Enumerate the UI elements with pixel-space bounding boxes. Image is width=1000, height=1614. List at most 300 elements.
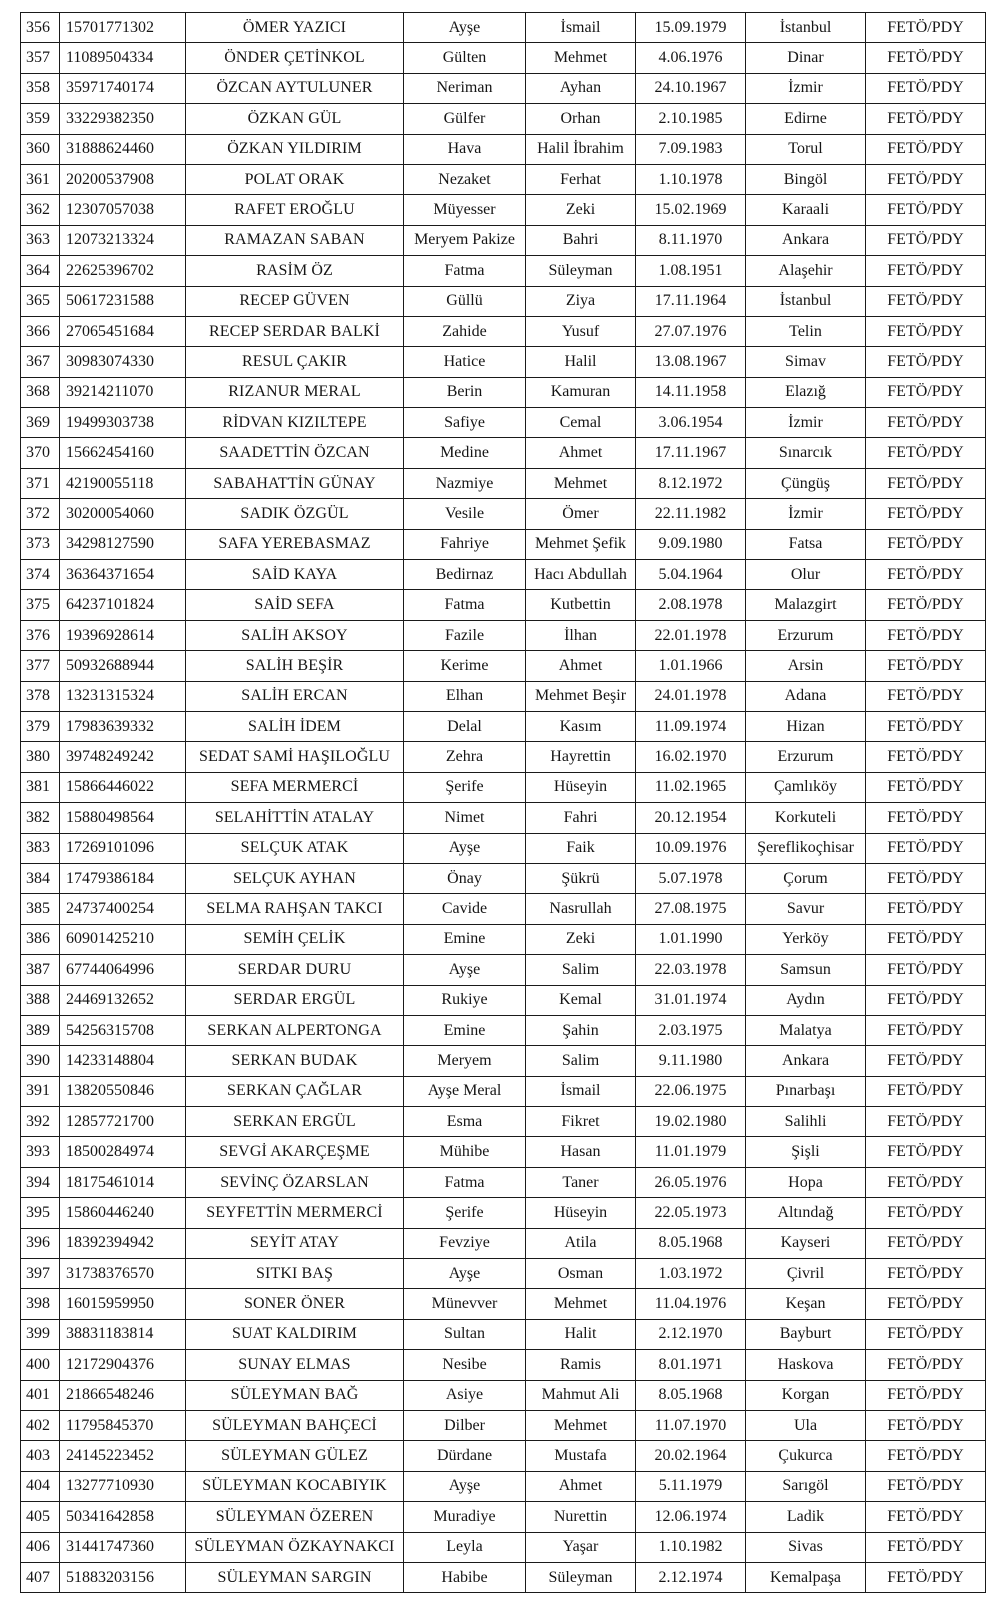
birth-place-cell: Haskova — [746, 1350, 866, 1380]
full-name-cell: SALİH BEŞİR — [186, 651, 404, 681]
category-cell: FETÖ/PDY — [866, 772, 986, 802]
birth-date-cell: 11.01.1979 — [636, 1137, 746, 1167]
father-name-cell: Fikret — [526, 1107, 636, 1137]
mother-name-cell: Nezaket — [404, 164, 526, 194]
row-number-cell: 360 — [21, 134, 60, 164]
row-number-cell: 397 — [21, 1259, 60, 1289]
birth-date-cell: 2.08.1978 — [636, 590, 746, 620]
table-row — [21, 681, 986, 711]
category-cell: FETÖ/PDY — [866, 1380, 986, 1410]
category-cell: FETÖ/PDY — [866, 742, 986, 772]
birth-place-cell: Fatsa — [746, 529, 866, 559]
birth-place-cell: İzmir — [746, 73, 866, 103]
birth-place-cell: Şereflikoçhisar — [746, 833, 866, 863]
category-cell: FETÖ/PDY — [866, 134, 986, 164]
table-row — [21, 1289, 986, 1319]
category-cell: FETÖ/PDY — [866, 863, 986, 893]
father-name-cell: Mehmet — [526, 1410, 636, 1440]
row-number-cell: 384 — [21, 863, 60, 893]
category-cell: FETÖ/PDY — [866, 286, 986, 316]
father-name-cell: Kemal — [526, 985, 636, 1015]
row-number-cell: 406 — [21, 1532, 60, 1562]
birth-place-cell: İzmir — [746, 408, 866, 438]
table-row — [21, 651, 986, 681]
father-name-cell: Bahri — [526, 225, 636, 255]
mother-name-cell: Fatma — [404, 256, 526, 286]
id-number-cell: 39214211070 — [60, 377, 186, 407]
full-name-cell: SERDAR DURU — [186, 955, 404, 985]
category-cell: FETÖ/PDY — [866, 499, 986, 529]
father-name-cell: Kamuran — [526, 377, 636, 407]
full-name-cell: SAFA YEREBASMAZ — [186, 529, 404, 559]
row-number-cell: 367 — [21, 347, 60, 377]
table-row — [21, 1532, 986, 1562]
birth-place-cell: Korkuteli — [746, 803, 866, 833]
id-number-cell: 13277710930 — [60, 1471, 186, 1501]
row-number-cell: 382 — [21, 803, 60, 833]
father-name-cell: Ahmet — [526, 651, 636, 681]
row-number-cell: 399 — [21, 1319, 60, 1349]
mother-name-cell: Ayşe — [404, 1471, 526, 1501]
id-number-cell: 12307057038 — [60, 195, 186, 225]
id-number-cell: 50617231588 — [60, 286, 186, 316]
table-row — [21, 620, 986, 650]
row-number-cell: 398 — [21, 1289, 60, 1319]
birth-place-cell: İstanbul — [746, 286, 866, 316]
id-number-cell: 18392394942 — [60, 1228, 186, 1258]
mother-name-cell: Ayşe — [404, 955, 526, 985]
birth-date-cell: 22.01.1978 — [636, 620, 746, 650]
father-name-cell: Yusuf — [526, 316, 636, 346]
birth-place-cell: Sarıgöl — [746, 1471, 866, 1501]
category-cell: FETÖ/PDY — [866, 1350, 986, 1380]
birth-place-cell: Keşan — [746, 1289, 866, 1319]
id-number-cell: 24145223452 — [60, 1441, 186, 1471]
father-name-cell: Orhan — [526, 104, 636, 134]
full-name-cell: SERKAN ÇAĞLAR — [186, 1076, 404, 1106]
category-cell: FETÖ/PDY — [866, 1198, 986, 1228]
row-number-cell: 378 — [21, 681, 60, 711]
birth-date-cell: 7.09.1983 — [636, 134, 746, 164]
birth-place-cell: Dinar — [746, 43, 866, 73]
row-number-cell: 386 — [21, 924, 60, 954]
id-number-cell: 18500284974 — [60, 1137, 186, 1167]
birth-place-cell: Çamlıköy — [746, 772, 866, 802]
row-number-cell: 388 — [21, 985, 60, 1015]
birth-date-cell: 8.01.1971 — [636, 1350, 746, 1380]
category-cell: FETÖ/PDY — [866, 164, 986, 194]
full-name-cell: RAFET EROĞLU — [186, 195, 404, 225]
birth-place-cell: Çüngüş — [746, 468, 866, 498]
birth-date-cell: 16.02.1970 — [636, 742, 746, 772]
birth-date-cell: 27.07.1976 — [636, 316, 746, 346]
birth-place-cell: Sivas — [746, 1532, 866, 1562]
full-name-cell: SÜLEYMAN SARGIN — [186, 1562, 404, 1592]
mother-name-cell: Sultan — [404, 1319, 526, 1349]
birth-place-cell: Torul — [746, 134, 866, 164]
father-name-cell: Süleyman — [526, 1562, 636, 1592]
birth-date-cell: 15.09.1979 — [636, 13, 746, 43]
category-cell: FETÖ/PDY — [866, 1319, 986, 1349]
mother-name-cell: Gülten — [404, 43, 526, 73]
full-name-cell: ÖMER YAZICI — [186, 13, 404, 43]
category-cell: FETÖ/PDY — [866, 1137, 986, 1167]
birth-place-cell: Simav — [746, 347, 866, 377]
birth-date-cell: 2.12.1970 — [636, 1319, 746, 1349]
full-name-cell: SÜLEYMAN ÖZEREN — [186, 1502, 404, 1532]
category-cell: FETÖ/PDY — [866, 1562, 986, 1592]
category-cell: FETÖ/PDY — [866, 377, 986, 407]
table-row — [21, 1107, 986, 1137]
table-row — [21, 590, 986, 620]
row-number-cell: 376 — [21, 620, 60, 650]
birth-date-cell: 8.05.1968 — [636, 1380, 746, 1410]
mother-name-cell: Önay — [404, 863, 526, 893]
table-row — [21, 1015, 986, 1045]
row-number-cell: 369 — [21, 408, 60, 438]
row-number-cell: 357 — [21, 43, 60, 73]
table-row — [21, 73, 986, 103]
mother-name-cell: Ayşe — [404, 1259, 526, 1289]
table-body — [21, 13, 986, 1593]
id-number-cell: 17269101096 — [60, 833, 186, 863]
category-cell: FETÖ/PDY — [866, 620, 986, 650]
birth-date-cell: 11.07.1970 — [636, 1410, 746, 1440]
birth-place-cell: Malazgirt — [746, 590, 866, 620]
table-row — [21, 13, 986, 43]
id-number-cell: 18175461014 — [60, 1167, 186, 1197]
id-number-cell: 17479386184 — [60, 863, 186, 893]
category-cell: FETÖ/PDY — [866, 225, 986, 255]
id-number-cell: 11089504334 — [60, 43, 186, 73]
row-number-cell: 363 — [21, 225, 60, 255]
row-number-cell: 401 — [21, 1380, 60, 1410]
table-row — [21, 1137, 986, 1167]
row-number-cell: 375 — [21, 590, 60, 620]
table-row — [21, 408, 986, 438]
birth-place-cell: Çorum — [746, 863, 866, 893]
id-number-cell: 11795845370 — [60, 1410, 186, 1440]
full-name-cell: SALİH ERCAN — [186, 681, 404, 711]
birth-place-cell: Hizan — [746, 711, 866, 741]
table-row — [21, 104, 986, 134]
birth-date-cell: 2.12.1974 — [636, 1562, 746, 1592]
birth-place-cell: Ladik — [746, 1502, 866, 1532]
mother-name-cell: Vesile — [404, 499, 526, 529]
birth-date-cell: 22.06.1975 — [636, 1076, 746, 1106]
table-row — [21, 1167, 986, 1197]
birth-place-cell: Arsin — [746, 651, 866, 681]
father-name-cell: Nasrullah — [526, 894, 636, 924]
birth-place-cell: Ankara — [746, 1046, 866, 1076]
father-name-cell: Mehmet Beşir — [526, 681, 636, 711]
father-name-cell: Kutbettin — [526, 590, 636, 620]
full-name-cell: SALİH İDEM — [186, 711, 404, 741]
birth-date-cell: 19.02.1980 — [636, 1107, 746, 1137]
birth-place-cell: Ankara — [746, 225, 866, 255]
birth-date-cell: 5.11.1979 — [636, 1471, 746, 1501]
birth-date-cell: 31.01.1974 — [636, 985, 746, 1015]
category-cell: FETÖ/PDY — [866, 73, 986, 103]
id-number-cell: 51883203156 — [60, 1562, 186, 1592]
full-name-cell: SERKAN ALPERTONGA — [186, 1015, 404, 1045]
father-name-cell: Faik — [526, 833, 636, 863]
id-number-cell: 24737400254 — [60, 894, 186, 924]
table-row — [21, 1471, 986, 1501]
table-row — [21, 225, 986, 255]
father-name-cell: Mehmet — [526, 43, 636, 73]
id-number-cell: 31738376570 — [60, 1259, 186, 1289]
id-number-cell: 12073213324 — [60, 225, 186, 255]
father-name-cell: Ahmet — [526, 438, 636, 468]
id-number-cell: 38831183814 — [60, 1319, 186, 1349]
full-name-cell: SERKAN ERGÜL — [186, 1107, 404, 1137]
id-number-cell: 54256315708 — [60, 1015, 186, 1045]
id-number-cell: 50932688944 — [60, 651, 186, 681]
father-name-cell: Osman — [526, 1259, 636, 1289]
row-number-cell: 371 — [21, 468, 60, 498]
table-row — [21, 985, 986, 1015]
birth-place-cell: İzmir — [746, 499, 866, 529]
category-cell: FETÖ/PDY — [866, 985, 986, 1015]
full-name-cell: RASİM ÖZ — [186, 256, 404, 286]
table-row — [21, 1380, 986, 1410]
full-name-cell: SADIK ÖZGÜL — [186, 499, 404, 529]
id-number-cell: 12857721700 — [60, 1107, 186, 1137]
id-number-cell: 12172904376 — [60, 1350, 186, 1380]
table-row — [21, 742, 986, 772]
mother-name-cell: Nesibe — [404, 1350, 526, 1380]
father-name-cell: Yaşar — [526, 1532, 636, 1562]
mother-name-cell: Ayşe — [404, 13, 526, 43]
row-number-cell: 380 — [21, 742, 60, 772]
birth-date-cell: 5.04.1964 — [636, 560, 746, 590]
birth-date-cell: 27.08.1975 — [636, 894, 746, 924]
father-name-cell: İsmail — [526, 1076, 636, 1106]
category-cell: FETÖ/PDY — [866, 1046, 986, 1076]
mother-name-cell: Asiye — [404, 1380, 526, 1410]
mother-name-cell: Emine — [404, 924, 526, 954]
table-row — [21, 316, 986, 346]
mother-name-cell: Kerime — [404, 651, 526, 681]
table-row — [21, 164, 986, 194]
father-name-cell: Ayhan — [526, 73, 636, 103]
full-name-cell: RESUL ÇAKIR — [186, 347, 404, 377]
mother-name-cell: Fahriye — [404, 529, 526, 559]
birth-date-cell: 15.02.1969 — [636, 195, 746, 225]
mother-name-cell: Cavide — [404, 894, 526, 924]
row-number-cell: 362 — [21, 195, 60, 225]
birth-place-cell: Elazığ — [746, 377, 866, 407]
mother-name-cell: Zehra — [404, 742, 526, 772]
row-number-cell: 366 — [21, 316, 60, 346]
table-row — [21, 803, 986, 833]
id-number-cell: 15860446240 — [60, 1198, 186, 1228]
category-cell: FETÖ/PDY — [866, 347, 986, 377]
table-row — [21, 894, 986, 924]
father-name-cell: Şahin — [526, 1015, 636, 1045]
table-row — [21, 1562, 986, 1592]
id-number-cell: 27065451684 — [60, 316, 186, 346]
full-name-cell: SÜLEYMAN BAHÇECİ — [186, 1410, 404, 1440]
birth-place-cell: Sınarcık — [746, 438, 866, 468]
mother-name-cell: Münevver — [404, 1289, 526, 1319]
birth-place-cell: Bingöl — [746, 164, 866, 194]
id-number-cell: 19396928614 — [60, 620, 186, 650]
category-cell: FETÖ/PDY — [866, 681, 986, 711]
id-number-cell: 30983074330 — [60, 347, 186, 377]
table-row — [21, 1502, 986, 1532]
birth-place-cell: Şişli — [746, 1137, 866, 1167]
table-row — [21, 195, 986, 225]
father-name-cell: Mehmet — [526, 1289, 636, 1319]
row-number-cell: 394 — [21, 1167, 60, 1197]
father-name-cell: Zeki — [526, 195, 636, 225]
mother-name-cell: Neriman — [404, 73, 526, 103]
id-number-cell: 50341642858 — [60, 1502, 186, 1532]
father-name-cell: Mahmut Ali — [526, 1380, 636, 1410]
father-name-cell: Halit — [526, 1319, 636, 1349]
mother-name-cell: Hatice — [404, 347, 526, 377]
full-name-cell: SEFA MERMERCİ — [186, 772, 404, 802]
mother-name-cell: Ayşe Meral — [404, 1076, 526, 1106]
table-row — [21, 1259, 986, 1289]
mother-name-cell: Şerife — [404, 1198, 526, 1228]
row-number-cell: 383 — [21, 833, 60, 863]
mother-name-cell: Ayşe — [404, 833, 526, 863]
table-row — [21, 468, 986, 498]
birth-date-cell: 9.11.1980 — [636, 1046, 746, 1076]
category-cell: FETÖ/PDY — [866, 1532, 986, 1562]
mother-name-cell: Safiye — [404, 408, 526, 438]
row-number-cell: 379 — [21, 711, 60, 741]
full-name-cell: RIZANUR MERAL — [186, 377, 404, 407]
category-cell: FETÖ/PDY — [866, 13, 986, 43]
father-name-cell: Mustafa — [526, 1441, 636, 1471]
row-number-cell: 381 — [21, 772, 60, 802]
birth-place-cell: Yerköy — [746, 924, 866, 954]
mother-name-cell: Mühibe — [404, 1137, 526, 1167]
row-number-cell: 391 — [21, 1076, 60, 1106]
mother-name-cell: Muradiye — [404, 1502, 526, 1532]
full-name-cell: SAİD SEFA — [186, 590, 404, 620]
birth-place-cell: Çukurca — [746, 1441, 866, 1471]
father-name-cell: Hayrettin — [526, 742, 636, 772]
father-name-cell: Ömer — [526, 499, 636, 529]
id-number-cell: 64237101824 — [60, 590, 186, 620]
table-row — [21, 924, 986, 954]
mother-name-cell: Delal — [404, 711, 526, 741]
category-cell: FETÖ/PDY — [866, 955, 986, 985]
table-row — [21, 772, 986, 802]
id-number-cell: 24469132652 — [60, 985, 186, 1015]
mother-name-cell: Nazmiye — [404, 468, 526, 498]
row-number-cell: 368 — [21, 377, 60, 407]
id-number-cell: 31441747360 — [60, 1532, 186, 1562]
birth-place-cell: Erzurum — [746, 620, 866, 650]
table-row — [21, 1441, 986, 1471]
full-name-cell: SÜLEYMAN KOCABIYIK — [186, 1471, 404, 1501]
category-cell: FETÖ/PDY — [866, 1228, 986, 1258]
id-number-cell: 34298127590 — [60, 529, 186, 559]
table-row — [21, 256, 986, 286]
row-number-cell: 374 — [21, 560, 60, 590]
id-number-cell: 42190055118 — [60, 468, 186, 498]
table-row — [21, 347, 986, 377]
row-number-cell: 358 — [21, 73, 60, 103]
table-row — [21, 833, 986, 863]
id-number-cell: 35971740174 — [60, 73, 186, 103]
row-number-cell: 390 — [21, 1046, 60, 1076]
id-number-cell: 31888624460 — [60, 134, 186, 164]
full-name-cell: SAİD KAYA — [186, 560, 404, 590]
full-name-cell: SÜLEYMAN GÜLEZ — [186, 1441, 404, 1471]
full-name-cell: SELAHİTTİN ATALAY — [186, 803, 404, 833]
table-row — [21, 863, 986, 893]
row-number-cell: 356 — [21, 13, 60, 43]
table-row — [21, 286, 986, 316]
birth-place-cell: Altındağ — [746, 1198, 866, 1228]
table-row — [21, 377, 986, 407]
id-number-cell: 60901425210 — [60, 924, 186, 954]
category-cell: FETÖ/PDY — [866, 468, 986, 498]
table-row — [21, 43, 986, 73]
mother-name-cell: Bedirnaz — [404, 560, 526, 590]
row-number-cell: 393 — [21, 1137, 60, 1167]
row-number-cell: 359 — [21, 104, 60, 134]
birth-date-cell: 5.07.1978 — [636, 863, 746, 893]
mother-name-cell: Fevziye — [404, 1228, 526, 1258]
category-cell: FETÖ/PDY — [866, 408, 986, 438]
category-cell: FETÖ/PDY — [866, 833, 986, 863]
category-cell: FETÖ/PDY — [866, 711, 986, 741]
birth-date-cell: 20.02.1964 — [636, 1441, 746, 1471]
table-row — [21, 1410, 986, 1440]
mother-name-cell: Gülfer — [404, 104, 526, 134]
category-cell: FETÖ/PDY — [866, 43, 986, 73]
table-row — [21, 1350, 986, 1380]
birth-place-cell: Malatya — [746, 1015, 866, 1045]
full-name-cell: ÖZKAN GÜL — [186, 104, 404, 134]
row-number-cell: 372 — [21, 499, 60, 529]
birth-place-cell: Alaşehir — [746, 256, 866, 286]
birth-place-cell: Ula — [746, 1410, 866, 1440]
full-name-cell: SELÇUK ATAK — [186, 833, 404, 863]
row-number-cell: 365 — [21, 286, 60, 316]
category-cell: FETÖ/PDY — [866, 894, 986, 924]
category-cell: FETÖ/PDY — [866, 1015, 986, 1045]
birth-date-cell: 1.01.1966 — [636, 651, 746, 681]
birth-place-cell: Kayseri — [746, 1228, 866, 1258]
full-name-cell: SÜLEYMAN BAĞ — [186, 1380, 404, 1410]
full-name-cell: ÖZKAN YILDIRIM — [186, 134, 404, 164]
full-name-cell: SERDAR ERGÜL — [186, 985, 404, 1015]
mother-name-cell: Habibe — [404, 1562, 526, 1592]
mother-name-cell: Müyesser — [404, 195, 526, 225]
mother-name-cell: Hava — [404, 134, 526, 164]
father-name-cell: Hacı Abdullah — [526, 560, 636, 590]
row-number-cell: 400 — [21, 1350, 60, 1380]
mother-name-cell: Esma — [404, 1107, 526, 1137]
birth-place-cell: Telin — [746, 316, 866, 346]
row-number-cell: 389 — [21, 1015, 60, 1045]
birth-date-cell: 13.08.1967 — [636, 347, 746, 377]
table-row — [21, 711, 986, 741]
birth-date-cell: 17.11.1964 — [636, 286, 746, 316]
birth-place-cell: Adana — [746, 681, 866, 711]
category-cell: FETÖ/PDY — [866, 803, 986, 833]
table-row — [21, 438, 986, 468]
